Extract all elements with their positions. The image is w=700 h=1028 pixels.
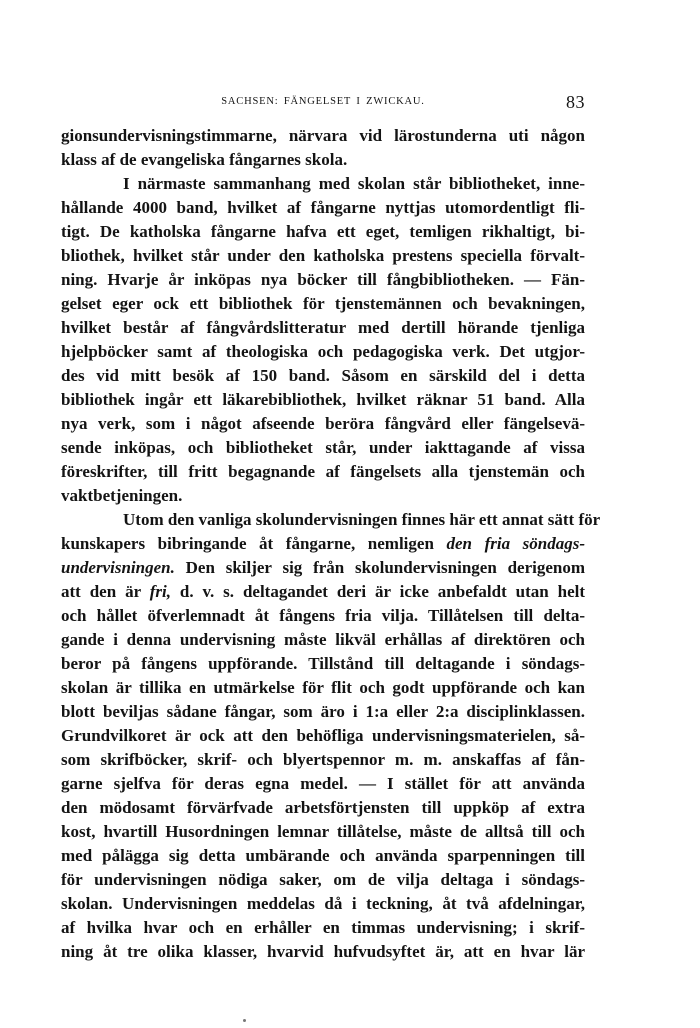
text-line: föreskrifter, till fritt begagnande af fängelsets alla tjenstemän och: [61, 462, 585, 481]
text-line: bibliothek ingår ett läkarebibliothek, hvilket räknar 51 band. Alla: [61, 390, 585, 409]
body-text: [61, 124, 601, 964]
text-line: skolan är tillika en utmärkelse för flit och godt uppförande och kan: [61, 678, 585, 697]
text-line: bliothek, hvilket står under den katholska prestens speciella förvalt-: [61, 246, 585, 265]
italic-text: fri,: [149, 582, 171, 601]
text-line: nya verk, som i något afseende beröra fångvård eller fängelsevä-: [61, 414, 585, 433]
text-line: blott beviljas sådane fångar, som äro i 1:a eller 2:a disciplinklassen.: [61, 702, 585, 721]
text-line: gionsundervisningstimmarne, närvara vid lärostunderna uti någon: [61, 126, 585, 145]
running-head-title: SACHSEN: FÄNGELSET I ZWICKAU.: [221, 96, 425, 107]
running-head: [61, 92, 585, 114]
text-line: skolan. Undervisningen meddelas då i teckning, åt två afdelningar,: [61, 894, 585, 913]
text-line: som skrifböcker, skrif- och blyertspennor m. m. anskaffas af fån-: [61, 750, 585, 769]
italic-text: den fria söndags-: [446, 534, 585, 553]
text-line: des vid mitt besök af 150 band. Såsom en särskild del i detta: [61, 366, 585, 385]
text-line: garne sjelfva för deras egna medel. — I stället för att använda: [61, 774, 585, 793]
text-line: Utom den vanliga skolundervisningen finnes här ett annat sätt för: [123, 510, 601, 529]
text-line: att den är fri, d. v. s. deltagandet deri är icke anbefaldt utan helt: [61, 582, 586, 601]
text-line: kunskapers bibringande åt fångarne, nemligen den fria söndags-: [61, 534, 585, 553]
text-line: sende inköpas, och bibliotheket står, under iakttagande af vissa: [61, 438, 585, 457]
text-line: och hållet öfverlemnadt åt fångens fria vilja. Tillåtelsen till delta-: [61, 606, 585, 625]
text-line: klass af de evangeliska fångarnes skola.: [61, 150, 348, 169]
text-line: med pålägga sig detta umbärande och använda sparpenningen till: [61, 846, 585, 865]
text-line: hjelpböcker samt af theologiska och pedagogiska verk. Det utgjor-: [61, 342, 585, 361]
text-line: kost, hvartill Husordningen lemnar tillåtelse, måste de alltså till och: [61, 822, 585, 841]
text-line: beror på fångens uppförande. Tillstånd till deltagande i söndags-: [61, 654, 585, 673]
text-line: af hvilka hvar och en erhåller en timmas undervisning; i skrif-: [61, 918, 585, 937]
text-line: tigt. De katholska fångarne hafva ett eget, temligen rikhaltigt, bi-: [61, 222, 585, 241]
italic-text: undervisningen.: [61, 558, 175, 577]
text-line: I närmaste sammanhang med skolan står bibliotheket, inne-: [123, 174, 585, 193]
text-line: för undervisningen nödiga saker, om de vilja deltaga i söndags-: [61, 870, 585, 889]
text-line: gande i denna undervisning måste likväl erhållas af direktören och: [61, 630, 585, 649]
page-number: 83: [566, 92, 585, 112]
text-line: undervisningen. Den skiljer sig från skolundervisningen derigenom: [61, 558, 585, 577]
text-line: hvilket består af fångvårdslitteratur med dertill hörande tjenliga: [61, 318, 585, 337]
text-line: ning åt tre olika klasser, hvarvid hufvudsyftet är, att en hvar lär: [61, 942, 585, 961]
text-line: hållande 4000 band, hvilket af fångarne nyttjas utomordentligt fli-: [61, 198, 585, 217]
text-line: den mödosamt förvärfvade arbetsförtjensten till uppköp af extra: [61, 798, 585, 817]
text-line: vaktbetjeningen.: [61, 486, 183, 505]
text-line: ning. Hvarje år inköpas nya böcker till fångbibliotheken. — Fän-: [61, 270, 585, 289]
text-line: Grundvilkoret är ock att den behöfliga undervisningsmaterielen, så-: [61, 726, 585, 745]
text-line: gelset eger ock ett bibliothek för tjenstemännen och bevakningen,: [61, 294, 585, 313]
print-speck: [243, 1019, 246, 1022]
